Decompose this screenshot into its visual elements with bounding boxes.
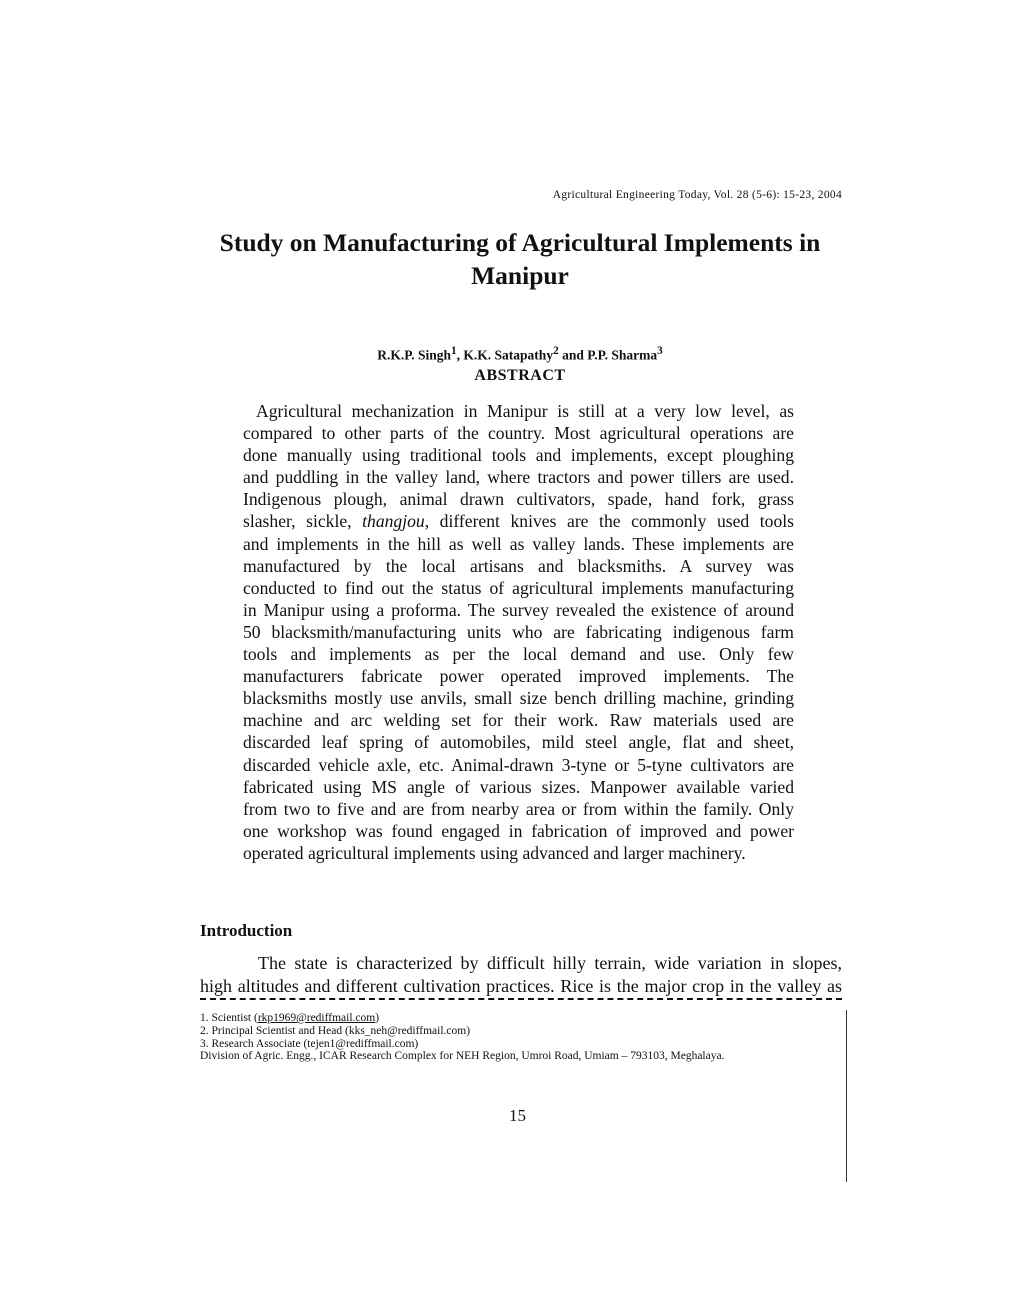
abstract-body bbox=[243, 400, 794, 864]
author-2-mark: 2 bbox=[553, 345, 559, 357]
abstract-line: and puddling in the valley land, where tractors and power tillers are used. bbox=[243, 467, 794, 488]
abstract-line: tools and implements as per the local demand and use. Only few bbox=[243, 644, 794, 665]
abstract-line: and implements in the hill as well as valley lands. These implements are bbox=[243, 533, 794, 554]
intro-line: The state is characterized by difficult hilly terrain, wide variation in slopes, bbox=[258, 953, 842, 973]
page-number: 15 bbox=[509, 1106, 526, 1125]
abstract-line: discarded leaf spring of automobiles, mild steel angle, flat and sheet, bbox=[243, 732, 794, 753]
abstract-line: discarded vehicle axle, etc. Animal-drawn 3-tyne or 5-tyne cultivators are bbox=[243, 754, 794, 775]
footnote-3: 3. Research Associate (tejen1@rediffmail.com) bbox=[200, 1037, 419, 1050]
abstract-line: manufactured by the local artisans and blacksmiths. A survey was bbox=[243, 555, 794, 576]
abstract-line: from two to five and are from nearby area or from within the family. Only bbox=[243, 798, 794, 819]
introduction-body bbox=[200, 952, 842, 998]
abstract-line: one workshop was found engaged in fabrication of improved and power bbox=[243, 820, 794, 841]
author-1-mark: 1 bbox=[451, 345, 457, 357]
authors bbox=[200, 345, 840, 364]
abstract-line: Agricultural mechanization in Manipur is still at a very low level, as bbox=[256, 401, 794, 421]
abstract-line: slasher, sickle, thangjou, different knives are the commonly used tools bbox=[243, 511, 794, 532]
abstract-line: machine and arc welding set for their work. Raw materials used are bbox=[243, 710, 794, 731]
scan-edge-line bbox=[846, 1010, 847, 1182]
author-3: and P.P. Sharma bbox=[558, 347, 658, 363]
footnote-rule bbox=[200, 998, 842, 1000]
abstract-heading: ABSTRACT bbox=[474, 367, 566, 384]
footnote-1-label: 1. Scientist ( bbox=[200, 1012, 258, 1024]
introduction-heading: Introduction bbox=[200, 921, 293, 940]
footnote-affiliation: Division of Agric. Engg., ICAR Research Complex for NEH Region, Umroi Road, Umiam – 793103, Meghalaya. bbox=[200, 1050, 725, 1063]
title-line-2: Manipur bbox=[471, 261, 569, 290]
footnotes bbox=[200, 1012, 860, 1063]
footnote-2: 2. Principal Scientist and Head (kks_neh@rediffmail.com) bbox=[200, 1024, 471, 1037]
author-2: , K.K. Satapathy bbox=[456, 347, 554, 363]
abstract-line: blacksmiths mostly use anvils, small size bench drilling machine, grinding bbox=[243, 688, 794, 709]
author-1: R.K.P. Singh bbox=[377, 347, 452, 363]
abstract-line: in Manipur using a proforma. The survey revealed the existence of around bbox=[243, 599, 794, 620]
abstract-line: operated agricultural implements using advanced and larger machinery. bbox=[243, 842, 746, 863]
abstract-line: 50 blacksmith/manufacturing units who are fabricating indigenous farm bbox=[243, 621, 794, 642]
footnote-1 bbox=[200, 1012, 860, 1025]
footnote-1-close: ) bbox=[375, 1012, 380, 1024]
abstract-line: fabricated using MS angle of various sizes. Manpower available varied bbox=[243, 776, 794, 797]
footnote-1-email[interactable]: rkp1969@rediffmail.com bbox=[257, 1012, 376, 1024]
journal-header: Agricultural Engineering Today, Vol. 28 (5-6): 15-23, 2004 bbox=[552, 189, 842, 201]
abstract-line: conducted to find out the status of agricultural implements manufacturing bbox=[243, 577, 794, 598]
author-3-mark: 3 bbox=[657, 345, 663, 357]
abstract-line: manufacturers fabricate power operated improved implements. The bbox=[243, 666, 794, 687]
abstract-line: compared to other parts of the country. Most agricultural operations are bbox=[243, 423, 794, 444]
abstract-line: Indigenous plough, animal drawn cultivators, spade, hand fork, grass bbox=[243, 489, 794, 510]
intro-line: high altitudes and different cultivation practices. Rice is the major crop in the valley as bbox=[200, 976, 842, 996]
title-line-1: Study on Manufacturing of Agricultural Implements in bbox=[219, 228, 821, 257]
abstract-line: done manually using traditional tools and implements, except ploughing bbox=[243, 445, 794, 466]
